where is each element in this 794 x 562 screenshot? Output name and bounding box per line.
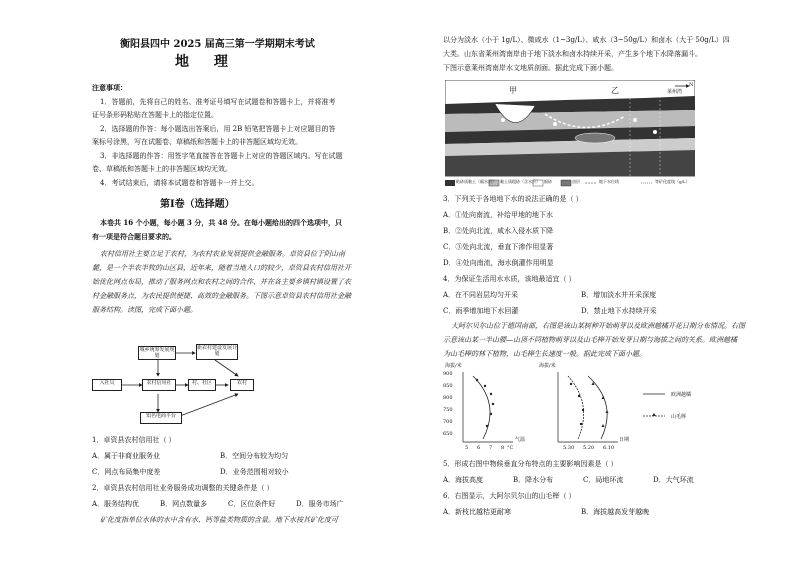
member-box: 入社员	[92, 379, 122, 391]
notice-line: 1．答题前，先将自己的姓名、准考证号填写在试题卷和答题卡上，并将准考	[100, 98, 336, 106]
intro-line: 下图示意莱州湾南岸水文地质剖面。据此完成下面小题。	[443, 64, 618, 72]
legend-blueberry: 欧洲越橘	[671, 392, 692, 398]
passage-line: 麓，是一个半农半牧的山区县，近年来，随着当地人口的较少，卓资县农村信用社开	[92, 264, 351, 272]
community-box: 村、社区	[188, 379, 216, 391]
intro-line: 以分为淡水（小于 1g/L）、微咸水（1~3g/L）、咸水（3~50g/L）和卤水（大于 50g/L）四	[443, 36, 730, 44]
bay-label: 莱州湾	[667, 89, 683, 95]
notice-line: 证号条形码粘贴在答题卡上的指定位置。	[92, 111, 218, 119]
profile-graphic	[445, 80, 695, 192]
right-column	[397, 0, 794, 562]
notice-line: 案标号涂黑，写在试题卷、草稿纸和答题卡上的非答题区域均无效。	[92, 138, 302, 146]
notice-title: 注意事项：	[92, 83, 127, 92]
right-y-axis-label: 海拔/米	[539, 363, 556, 369]
label-jia: 甲	[509, 86, 517, 95]
credit-union-box: 农村信用社	[142, 379, 176, 391]
construction-plan-box: 新农村建设发展计划	[196, 344, 238, 360]
left-x-tick: 5	[465, 445, 469, 451]
q1-option-a[interactable]: A．属于非商业服务业	[92, 452, 161, 460]
passage-tail: 矿化度指单位水体的水中含有水、钙等盐类物质的含量。地下水按其矿化度可	[100, 516, 338, 524]
q4-option-a[interactable]: A．在不同岩层均匀开采	[443, 291, 519, 299]
notice-line: 4．考试结束后，请将本试题卷和答题卡一并上交。	[100, 179, 259, 187]
q4-option-c[interactable]: C．雨季增加地下水回灌	[443, 307, 519, 315]
q5-option-b[interactable]: B．降水分布	[513, 476, 554, 484]
q2-option-a[interactable]: A．服务结构优	[92, 500, 140, 508]
question-2-stem: 2．卓资县农村信用社业务服务成功调整的关键条件是（ ）	[92, 484, 274, 492]
left-y-axis-label: 海拔/米	[445, 363, 462, 369]
left-y-tick: 900	[443, 371, 453, 377]
q5-option-a[interactable]: A．海拔高度	[443, 476, 484, 484]
q1-option-b[interactable]: B．空间分布较为均匀	[220, 452, 289, 460]
right-x-axis-label: 日期	[619, 437, 630, 443]
question-5-stem: 5．形成右图中物候垂直分布特点的主要影响因素是（ ）	[443, 460, 618, 468]
q3-option-b[interactable]: B．②处向北流，咸水入侵水质下降	[443, 227, 554, 235]
notice-line: 2．选择题的作答：每小题选出答案后，用 2B 铅笔把答题卡上对应题目的答	[100, 125, 336, 133]
passage2-line: 大阿尔贝尔山位于德国南部，右图是该山某树种开始萌芽以及欧洲越橘开花日期分布情况。右图	[451, 322, 745, 330]
notice-line: 卷、草稿纸和答题卡上的非答题区域均无效。	[92, 165, 232, 173]
rural-box: 农村	[230, 379, 254, 391]
q5-option-c[interactable]: C．局地环流	[583, 476, 624, 484]
q6-option-a[interactable]: A．新枝比越桔更耐寒	[443, 508, 512, 516]
legend-aquifer: 黏土质粗砂（含水层）	[500, 179, 540, 184]
passage-line: 农村信用社主要立足于农村，为农村农业发展提供金融服务。卓资县位于阴山南	[100, 250, 345, 258]
legend-fine-sand: 细砂	[544, 179, 552, 184]
legend-aquiclude: 粘砂质黏土（隔水层）	[456, 179, 496, 184]
north-arrow-label: N	[689, 82, 694, 88]
right-x-tick: 5.20	[583, 445, 595, 451]
left-x-unit: °C	[507, 445, 514, 451]
passage-line: 村金融服务点，为农民提供便捷、高效的金融服务。下图示意卓资县农村信用社金融	[92, 292, 351, 300]
question-1-stem: 1．卓资县农村信用社（ ）	[92, 436, 176, 444]
q2-option-c[interactable]: C．区位条件好	[228, 500, 276, 508]
passage-line: 服务结构。读图，完成下面小题。	[92, 306, 197, 314]
hydro-profile-figure	[445, 80, 695, 192]
ecommerce-box: 知名电商平台	[140, 412, 182, 424]
q1-option-d[interactable]: D．业务范围相对较小	[220, 468, 289, 476]
passage-line: 始优化网点布局，推动了服务网点和农村之间的合作，并在各主要乡镇村镇设置了农	[92, 278, 351, 286]
left-y-tick: 650	[443, 431, 453, 437]
q3-option-d[interactable]: D．④处向南流，海水倒灌作用明显	[443, 259, 554, 267]
phenology-figure	[443, 364, 743, 454]
q1-option-c[interactable]: C．网点布局集中度差	[92, 468, 161, 476]
passage2-line: 为山毛榉的林下植物，山毛榉生长速度一般。据此完成下面小题。	[443, 350, 646, 358]
section-title: 第Ⅰ卷（选择题）	[160, 199, 235, 210]
right-x-tick: 5.30	[563, 445, 575, 451]
passage2-line: 示意该山某一半山腰—山顶不同植物萌芽以及山毛榉开始发芽日期与海拔之间的关系。欧洲越橘	[443, 336, 737, 344]
diagram-arrows	[90, 318, 280, 428]
left-x-tick: 6	[477, 445, 481, 451]
left-x-tick: 8	[501, 445, 505, 451]
q4-option-b[interactable]: B．增加淡水井开采深度	[581, 291, 657, 299]
legend-mineralization: 等矿化度线（g/L）	[655, 179, 690, 184]
q2-option-b[interactable]: B．网点数量多	[160, 500, 208, 508]
q4-option-d[interactable]: D．禁止地下水持续开采	[581, 307, 657, 315]
question-3-stem: 3．下列关于各地地下水的说法正确的是（ ）	[443, 195, 583, 203]
intro-line: 大类。山东省莱州湾南岸由于地下淡水和卤水持续开采，产生多个地下水降落漏斗。	[443, 50, 702, 58]
left-y-tick: 750	[443, 407, 453, 413]
subject-title: 地 理	[175, 54, 238, 70]
q3-option-c[interactable]: C．③处向北流，垂直下渗作用显著	[443, 243, 554, 251]
q5-option-d[interactable]: D．大气环流	[653, 476, 694, 484]
legend-water-table: 地下水位线	[599, 179, 619, 184]
legend-beech: 山毛榉	[671, 414, 687, 420]
label-yi: 乙	[611, 86, 619, 95]
question-4-stem: 4．为保证生活用水水质，该地最适宜（ ）	[443, 275, 576, 283]
q6-option-b[interactable]: B．海拔越高发芽越晚	[581, 508, 650, 516]
phenology-graphic	[443, 364, 743, 454]
left-y-tick: 800	[443, 395, 453, 401]
instruction-line: 本卷共 16 个小题，每小题 3 分，共 48 分。在每小题给出的四个选项中，只	[100, 218, 342, 227]
question-6-stem: 6．右图显示，大阿尔贝尔山的山毛榉（ ）	[443, 492, 576, 500]
instruction-line: 有一项是符合题目要求的。	[92, 232, 176, 241]
notice-line: 3．非选择题的作答：用签字笔直接答在答题卡上对应的答题区域内。写在试题	[100, 152, 343, 160]
right-x-tick: 6.10	[603, 445, 615, 451]
exam-title: 衡阳县四中 2025 届高三第一学期期末考试	[120, 39, 315, 50]
left-y-tick: 850	[443, 383, 453, 389]
q2-option-d[interactable]: D．服务市场广	[296, 500, 344, 508]
left-x-axis-label: 气温	[515, 437, 526, 443]
left-x-tick: 7	[489, 445, 493, 451]
planning-box: 城乡统筹发展规划	[139, 347, 175, 359]
q3-option-a[interactable]: A．①处向南流，补给甲地的地下水	[443, 211, 554, 219]
left-y-tick: 700	[443, 419, 453, 425]
legend-brine: 卤层	[572, 179, 580, 184]
service-structure-diagram	[90, 318, 280, 428]
